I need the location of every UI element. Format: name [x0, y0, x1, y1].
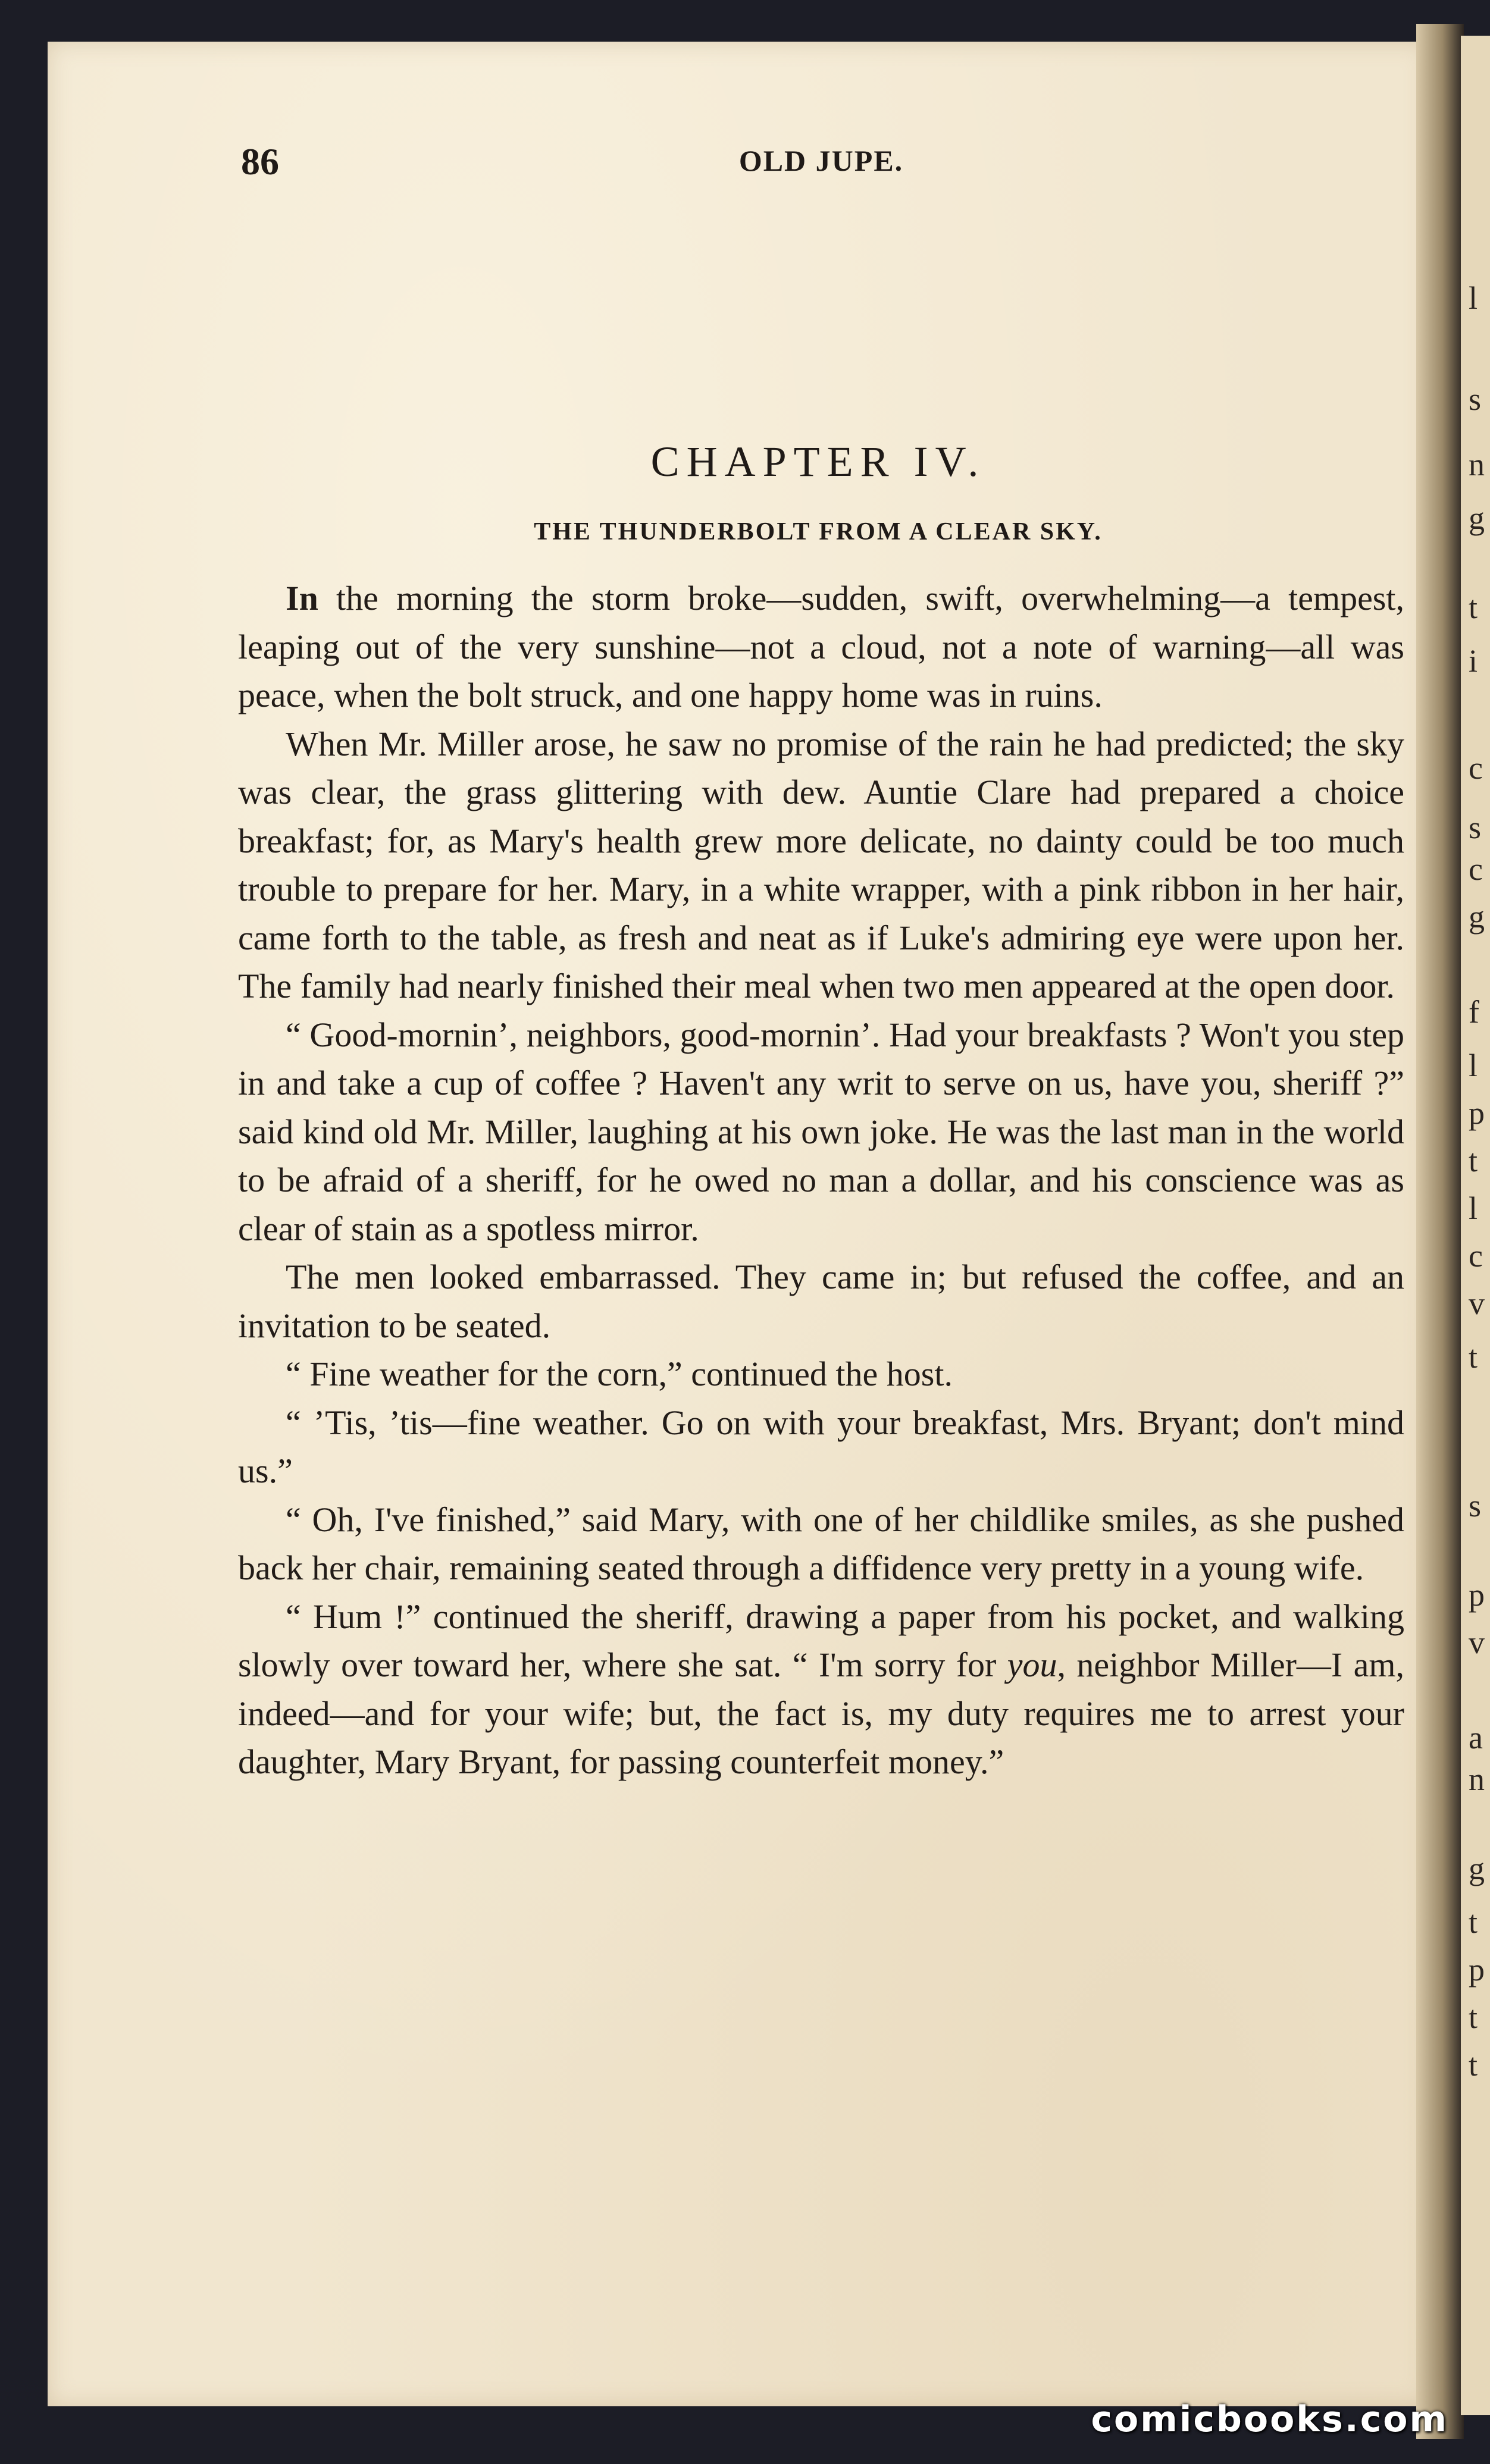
book-gutter: [1416, 24, 1464, 2439]
facing-page-letter: n: [1469, 1761, 1485, 1797]
facing-page-letter: p: [1469, 1095, 1485, 1131]
paragraph-7: “ Oh, I've finished,” said Mary, with one of her childlike smiles, as she pushed back her chair, remaining seated through a diffidence very pretty in a young wife.: [238, 1500, 1404, 1587]
facing-page-letter: g: [1469, 500, 1485, 536]
facing-page-letter: v: [1469, 1286, 1485, 1321]
facing-page-letter: t: [1469, 1339, 1478, 1375]
facing-page-letter: c: [1469, 1238, 1483, 1274]
paragraph-4: The men looked embarrassed. They came in; but refused the coffee, and an invitation to be seated.: [238, 1258, 1404, 1345]
paragraph-3: “ Good-mornin’, neighbors, good-mornin’. Had your breakfasts ? Won't you step in and take a cup of coffee ? Haven't any writ to serve on us, have you, sheriff ?” said kind old Mr. Miller, laughing at his own joke. He was the last man in the world to be afraid of a sheriff, for he owed no man a dollar, and his conscience was as clear of stain as a spotless mirror.: [238, 1015, 1404, 1248]
facing-page-letter: s: [1469, 381, 1482, 417]
paragraph-text: “ Hum !” continued the sheriff, drawing a paper from his pocket, and walking slowly over toward her, where she sat. “ I'm sorry for: [238, 1597, 1404, 1684]
facing-page-letter: a: [1469, 1720, 1483, 1755]
facing-page-letter: t: [1469, 2047, 1478, 2083]
emphasis: you: [1007, 1645, 1057, 1684]
body-text: [238, 574, 1404, 1786]
facing-page-letter: p: [1469, 1952, 1485, 1987]
facing-page-letter: l: [1469, 280, 1478, 316]
paragraph-8: [238, 1592, 1404, 1786]
page-number: 86: [241, 140, 279, 183]
facing-page-letter: g: [1469, 1851, 1485, 1886]
drop-word: In: [286, 579, 318, 617]
facing-page-letter: i: [1469, 643, 1478, 679]
paragraph-text: , neighbor Miller—I am, indeed—and for your wife; but, the fact is, my duty requires me to arrest your daughter, Mary Bryant, for passing counterfeit money.”: [238, 1645, 1404, 1781]
facing-page-letter: t: [1469, 1143, 1478, 1178]
running-head: OLD JUPE.: [738, 144, 904, 177]
facing-page-letter: t: [1469, 1904, 1478, 1940]
paragraph-text: the morning the storm broke—sudden, swift, overwhelming—a tempest, leaping out of the very sunshine—not a cloud, not a note of warning—all was peace, when the bolt struck, and one happy home was in ruins.: [238, 579, 1404, 714]
facing-page-letter: v: [1469, 1625, 1485, 1660]
facing-page-letter: t: [1469, 1999, 1478, 2035]
facing-page-letter: g: [1469, 899, 1485, 935]
facing-page-letter: f: [1469, 994, 1479, 1030]
facing-page-letter: c: [1469, 750, 1483, 786]
facing-page-letter: l: [1469, 1048, 1478, 1083]
facing-page-letter: c: [1469, 851, 1483, 887]
page-header: [241, 140, 1401, 187]
paragraph-6: “ ’Tis, ’tis—fine weather. Go on with your breakfast, Mrs. Bryant; don't mind us.”: [238, 1403, 1404, 1490]
facing-page-letter: n: [1469, 447, 1485, 482]
facing-page-letter: s: [1469, 810, 1482, 845]
facing-page-letter: p: [1469, 1577, 1485, 1613]
chapter-title: CHAPTER IV.: [650, 438, 986, 485]
paragraph-1: [238, 574, 1404, 720]
paragraph-5: “ Fine weather for the corn,” continued the host.: [286, 1355, 953, 1393]
facing-page-letter: t: [1469, 590, 1478, 625]
paragraph-2: When Mr. Miller arose, he saw no promise of the rain he had predicted; the sky was clear, the grass glittering with dew. Auntie Clare had prepared a choice breakfast; for, as Mary's health grew more delicate, no dainty could be too much trouble to prepare for her. Mary, in a white wrapper, with a pink ribbon in her hair, came forth to the table, as fresh and neat as if Luke's admiring eye were upon her. The family had nearly finished their meal when two men appeared at the open door.: [238, 724, 1404, 1005]
facing-page-letter: l: [1469, 1190, 1478, 1226]
watermark: comicbooks.com: [1091, 2399, 1448, 2440]
facing-page-letter: s: [1469, 1488, 1482, 1523]
chapter-subtitle: THE THUNDERBOLT FROM A CLEAR SKY.: [534, 518, 1103, 546]
